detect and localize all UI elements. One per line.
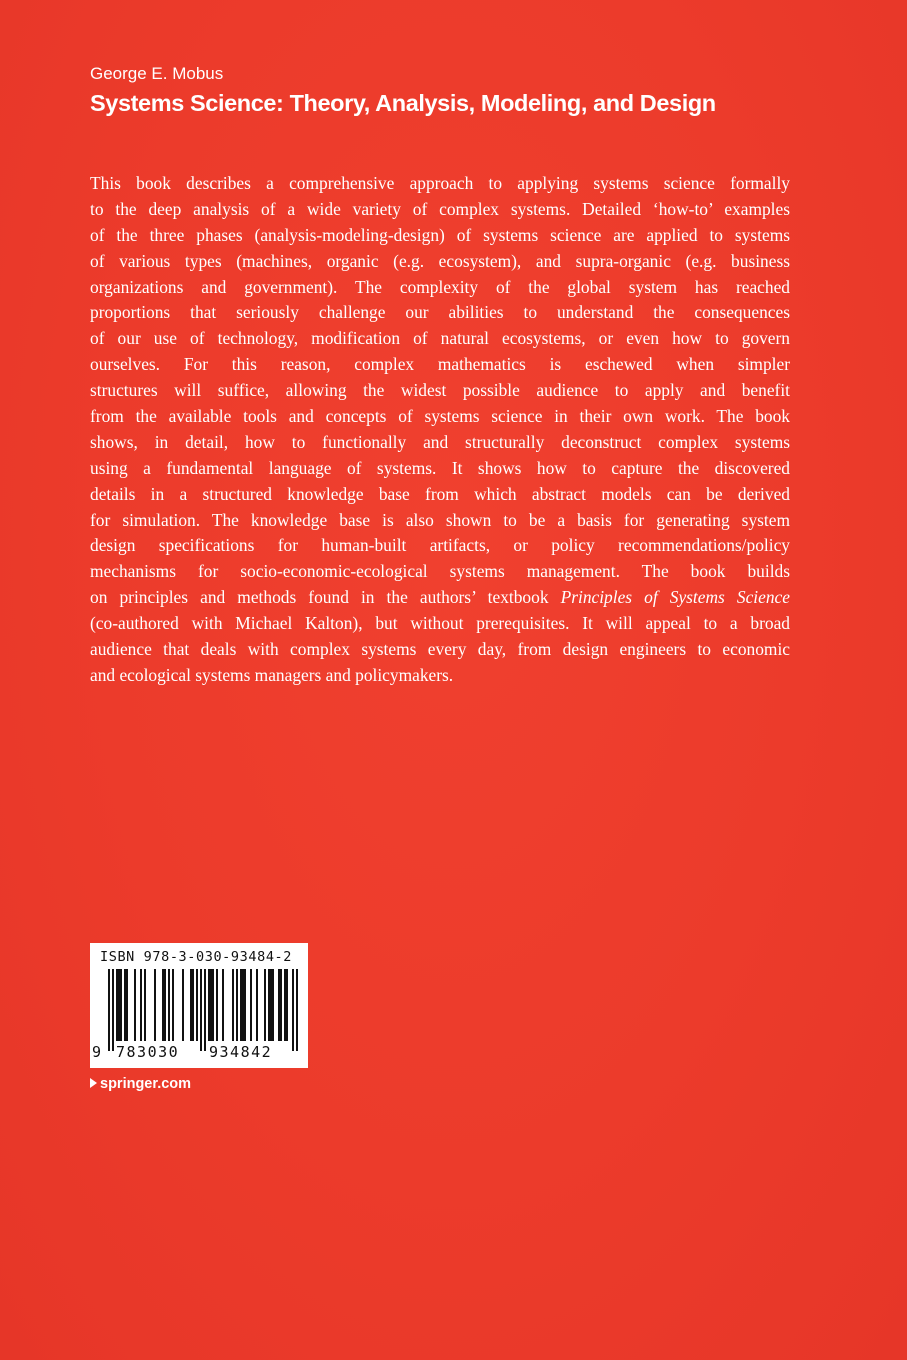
barcode-bar bbox=[280, 969, 282, 1041]
description-line: of our use of technology, modification of natural ecosystems, or even how to govern bbox=[90, 328, 790, 349]
description-line: of various types (machines, organic (e.g. ecosystem), and supra-organic (e.g. business bbox=[90, 250, 790, 271]
isbn-label: ISBN 978-3-030-93484-2 bbox=[100, 949, 293, 965]
barcode-bar bbox=[134, 969, 136, 1041]
barcode-bar bbox=[278, 969, 280, 1041]
barcode-bar bbox=[236, 969, 238, 1041]
barcode-bar bbox=[108, 969, 110, 1051]
barcode-bar bbox=[190, 969, 192, 1041]
isbn-barcode bbox=[90, 943, 308, 1068]
barcode-digit-first: 9 bbox=[92, 1043, 102, 1061]
barcode-bar bbox=[250, 969, 252, 1041]
barcode-bar bbox=[164, 969, 166, 1041]
barcode-bar bbox=[240, 969, 242, 1041]
barcode-bar bbox=[222, 969, 224, 1041]
barcode-bar bbox=[144, 969, 146, 1041]
description-text: on principles and methods found in the authors’ textbook bbox=[90, 587, 561, 608]
barcode-bar bbox=[126, 969, 128, 1041]
barcode-bar bbox=[244, 969, 246, 1041]
description-line: (co-authored with Michael Kalton), but without prerequisites. It will appeal to a broad bbox=[90, 613, 790, 634]
barcode-bar bbox=[210, 969, 212, 1041]
description-line: details in a structured knowledge base from which abstract models can be derived bbox=[90, 483, 790, 504]
description-line: using a fundamental language of systems. It shows how to capture the discovered bbox=[90, 457, 790, 478]
description-line: design specifications for human-built artifacts, or policy recommendations/policy bbox=[90, 535, 790, 556]
arrow-right-icon bbox=[90, 1078, 97, 1088]
barcode-bar bbox=[268, 969, 270, 1041]
description-line: This book describes a comprehensive approach to applying systems science formally bbox=[90, 173, 790, 193]
barcode-bar bbox=[270, 969, 272, 1041]
description-line: organizations and government). The complexity of the global system has reached bbox=[90, 276, 790, 297]
barcode-bar bbox=[154, 969, 156, 1041]
barcode-bar bbox=[216, 969, 218, 1041]
barcode-bar bbox=[112, 969, 114, 1051]
description-line: structures will suffice, allowing the widest possible audience to apply and benefit bbox=[90, 380, 790, 401]
barcode-bar bbox=[256, 969, 258, 1041]
barcode-bar bbox=[264, 969, 266, 1041]
barcode-bar bbox=[172, 969, 174, 1041]
barcode-bar bbox=[120, 969, 122, 1041]
barcode-bar bbox=[286, 969, 288, 1041]
barcode-bar bbox=[208, 969, 210, 1041]
barcode-bar bbox=[296, 969, 298, 1051]
description-line: of the three phases (analysis-modeling-design) of systems science are applied to systems bbox=[90, 224, 790, 245]
barcode-bar bbox=[292, 969, 294, 1051]
barcode-bar bbox=[168, 969, 170, 1041]
barcode-digits-right: 934842 bbox=[209, 1043, 273, 1061]
barcode-bar bbox=[140, 969, 142, 1041]
barcode-bar bbox=[182, 969, 184, 1041]
website-label: springer.com bbox=[100, 1076, 192, 1092]
book-description bbox=[90, 171, 790, 689]
barcode-bar bbox=[116, 969, 118, 1041]
description-line: for simulation. The knowledge base is also shown to be a basis for generating system bbox=[90, 509, 790, 530]
barcode-bar bbox=[284, 969, 286, 1041]
barcode-bar bbox=[162, 969, 164, 1041]
barcode-bar bbox=[200, 969, 202, 1051]
description-line: and ecological systems managers and policymakers. bbox=[90, 664, 454, 685]
barcode-bar bbox=[192, 969, 194, 1041]
barcode-bar bbox=[204, 969, 206, 1051]
description-line: mechanisms for socio-economic-ecological systems management. The book builds bbox=[90, 561, 790, 582]
publisher-website[interactable] bbox=[90, 1076, 191, 1092]
description-line-with-book-reference bbox=[90, 585, 790, 611]
barcode-bar bbox=[212, 969, 214, 1041]
book-title: Systems Science: Theory, Analysis, Modeling, and Design bbox=[90, 90, 716, 116]
barcode-bar bbox=[196, 969, 198, 1041]
description-line: ourselves. For this reason, complex mathematics is eschewed when simpler bbox=[90, 354, 790, 375]
barcode-bar bbox=[232, 969, 234, 1041]
barcode-bar bbox=[272, 969, 274, 1041]
description-line: to the deep analysis of a wide variety of complex systems. Detailed ‘how-to’ examples bbox=[90, 198, 790, 219]
description-line: proportions that seriously challenge our abilities to understand the consequences bbox=[90, 302, 790, 323]
description-line: shows, in detail, how to functionally and structurally deconstruct complex systems bbox=[90, 431, 790, 452]
barcode-bar bbox=[242, 969, 244, 1041]
barcode-digits-left: 783030 bbox=[116, 1043, 180, 1061]
barcode-bar bbox=[118, 969, 120, 1041]
referenced-book-title: Principles of Systems Science bbox=[560, 587, 790, 608]
description-line: audience that deals with complex systems every day, from design engineers to economic bbox=[90, 639, 790, 660]
barcode-bar bbox=[124, 969, 126, 1041]
description-line: from the available tools and concepts of systems science in their own work. The book bbox=[90, 406, 790, 427]
author-name: George E. Mobus bbox=[90, 64, 224, 83]
